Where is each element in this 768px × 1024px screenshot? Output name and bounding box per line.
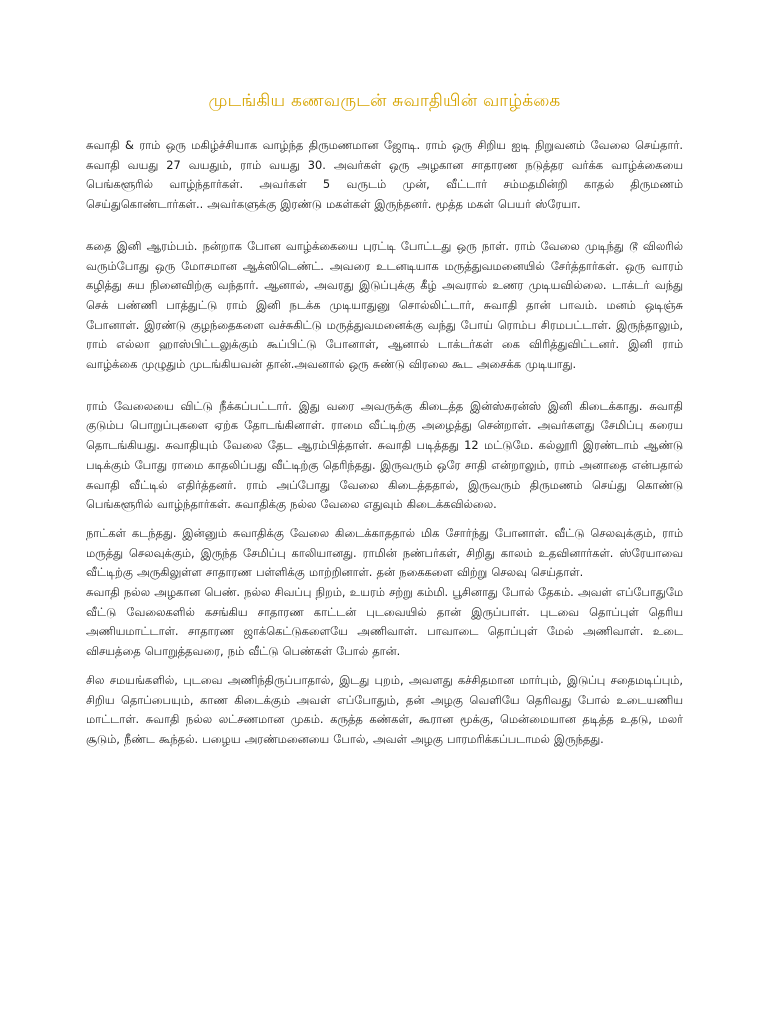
paragraph-accident: கதை இனி ஆரம்பம். நன்றாக போன வாழ்க்கையை புரட்டி போட்டது ஒரு நாள். ராம் வேலை முடிந்து டூ விலரில் வரும்போது ஒரு மோசமான ஆக்ஸிடெண்ட். அவரை உடனடியாக மருத்துவமனையில் சேர்த்தார்கள். ஒரு வாரம் கழித்து சுய நினைவிற்கு வந்தார். ஆனால், அவரது இடுப்புக்கு கீழ் அவரால் உணர முடியவில்லை. டாக்டர் வந்து செக் பண்ணி பாத்துட்டு ராம் இனி நடக்க முடியாதுனு சொல்லிட்டார், சுவாதி தான் பாவம். மனம் ஒடிஞ்சு போனாள். இரண்டு குழந்தைகளை வச்சுகிட்டு மருத்துவமனைக்கு வந்து போய் ரொம்ப சிரமபட்டாள். இருந்தாலும், ராம் எல்லா ஹாஸ்பிட்டலுக்கும் கூப்பிட்டு போனாள், ஆனால் டாக்டர்கள் கை விரித்துவிட்டனர். இனி ராம் வாழ்க்கை முழுதும் முடங்கியவன் தான்.அவனால் ஒரு சுண்டு விரலை கூட அசைக்க முடியாது. (86, 238, 683, 372)
paragraph-intro: சுவாதி & ராம் ஒரு மகிழ்ச்சியாக வாழ்ந்த திருமணமான ஜோடி. ராம் ஒரு சிறிய ஐடி நிறுவனம் வேலை செய்தார். சுவாதி வயது 27 வயதும், ராம் வயது 30. அவர்கள் ஒரு அழகான சாதாரண நடுத்தர வர்க்க வாழ்க்கையை பெங்களூரில் வாழ்ந்தார்கள். அவர்கள் 5 வருடம் முன், வீட்டார் சம்மதமின்றி காதல் திருமணம் செய்துகொண்டார்கள்.. அவர்களுக்கு இரண்டு மகள்கள் இருந்தனர். மூத்த மகள் பெயர் ஸ்ரேயா. (86, 138, 683, 212)
paragraph-description: சுவாதி நல்ல அழகான பெண். நல்ல சிவப்பு நிறம், உயரம் சற்று கம்மி. பூசினாது போல் தேகம். அவள் எப்போதுமே வீட்டு வேலைகளில் கசங்கிய சாதாரண காட்டன் புடவையில் தான் இருப்பாள். புடவை தொப்புள் தெரிய அணியமாட்டாள். சாதாரண ஜாக்கெட்டுகளையே அணிவாள். பாவாடை தொப்புள் மேல் அணிவாள். உடை விசயத்தை பொறுத்தவரை, நம் வீட்டு பெண்கள் போல் தான். (86, 585, 683, 659)
paragraph-job-loss: ராம் வேலையை விட்டு நீக்கப்பட்டார். இது வரை அவருக்கு கிடைத்த இன்ஸ்சுரன்ஸ் இனி கிடைக்காது. சுவாதி குடும்ப பொறுப்புகளை ஏற்க தோடங்கினாள். ராமை வீட்டிற்கு அழைத்து சென்றாள். அவர்களது சேமிப்பு கரைய தொடங்கியது. சுவாதியும் வேலை தேட ஆரம்பித்தாள். சுவாதி படித்தது 12 மட்டுமே. கல்லூரி இரண்டாம் ஆண்டு படிக்கும் போது ராமை காதலிப்பது வீட்டிற்கு தெரிந்தது. இருவரும் ஒரே சாதி என்றாலும், ராம் அனாதை என்பதால் சுவாதி வீட்டில் எதிர்த்தனர். ராம் அப்போது வேலை கிடைத்ததால், இருவரும் திருமணம் செய்து கொண்டு பெங்களூரில் வாழ்ந்தார்கள். சுவாதிக்கு நல்ல வேலை எதுவும் கிடைக்கவில்லை. (86, 398, 683, 512)
paragraph-appearance: சில சமயங்களில், புடவை அணிந்திருப்பாதால், இடது புறம், அவளது கச்சிதமான மார்பும், இடுப்பு சதைமடிப்பும், சிறிய தொப்பையும், காண கிடைக்கும் அவள் எப்போதும், தன் அழகு வெளியே தெரிவது போல் உடையணிய மாட்டாள். சுவாதி நல்ல லட்சணமான முகம். கருத்த கண்கள், கூரான மூக்கு, மென்மையான தடித்த உதடு, மலர் சூடும், நீண்ட கூந்தல். பழைய அரண்மனையை போல், அவள் அழகு பாரமரிக்கப்படாமல் இருந்தது. (86, 672, 683, 746)
paragraph-days-passed: நாட்கள் கடந்தது. இன்னும் சுவாதிக்கு வேலை கிடைக்காததால் மிக சோர்ந்து போனாள். வீட்டு செலவுக்கும், ராம் மருத்து செலவுக்கும், இருந்த சேமிப்பு காலியானது. ராமின் நண்பர்கள், சிறிது காலம் உதவினார்கள். ஸ்ரேயாவை வீட்டிற்கு அருகிலுள்ள சாதாரண பள்ளிக்கு மாற்றினாள். தன் நகைகளை விற்று செலவு செய்தாள். (86, 525, 683, 580)
document-title: முடங்கிய கணவருடன் சுவாதியின் வாழ்க்கை (208, 91, 561, 111)
